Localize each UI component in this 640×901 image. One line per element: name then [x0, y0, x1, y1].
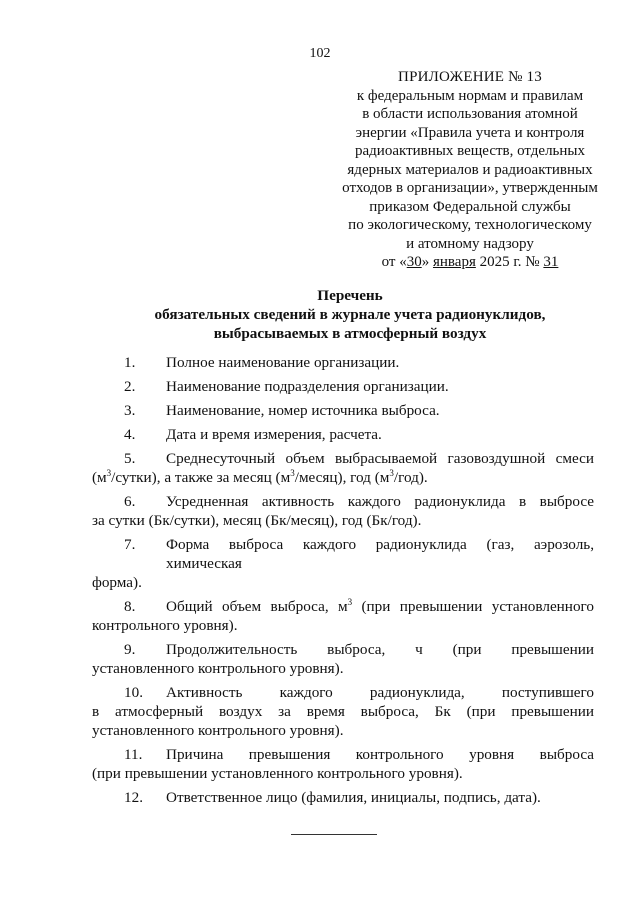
appendix-line: к федеральным нормам и правилам: [356, 87, 584, 104]
items-list: [92, 353, 594, 807]
item-number: 11.: [124, 746, 143, 763]
item-text: Усредненная активность каждого радионуклида в выбросе: [166, 493, 594, 510]
appendix-line: приказом Федеральной службы: [369, 198, 571, 215]
item-number: 5.: [124, 450, 136, 467]
heading-line: Перечень: [317, 287, 383, 304]
item-number: 2.: [124, 378, 136, 395]
appendix-order-number: 31: [543, 254, 559, 270]
item-number: 10.: [124, 684, 143, 701]
list-item: [92, 492, 594, 530]
list-item: [92, 597, 594, 635]
item-text-continued: за сутки (Бк/сутки), месяц (Бк/месяц), год (Бк/год).: [92, 512, 422, 529]
item-number: 6.: [124, 493, 136, 510]
list-item: [92, 425, 594, 444]
item-text: Активность каждого радионуклида, поступившего: [166, 684, 594, 701]
appendix-date: от «30» января 2025 г. № 31: [381, 254, 559, 270]
item-number: 12.: [124, 789, 143, 806]
list-item: [92, 449, 594, 487]
heading-line: выбрасываемых в атмосферный воздух: [213, 325, 487, 342]
item-number: 3.: [124, 402, 136, 419]
item-number: 7.: [124, 536, 136, 553]
item-text-continued: контрольного уровня).: [92, 617, 238, 634]
appendix-line: отходов в организации», утвержденным: [342, 180, 598, 196]
appendix-line: в области использования атомной: [362, 106, 578, 122]
list-item: [92, 401, 594, 420]
appendix-line: ядерных материалов и радиоактивных: [347, 161, 593, 178]
item-number: 4.: [124, 426, 136, 443]
document-heading: [90, 286, 610, 343]
item-text-continued: установленного контрольного уровня).: [92, 722, 344, 739]
list-item: [92, 788, 594, 807]
item-text: Продолжительность выброса, ч (при превышении: [166, 641, 594, 658]
item-text-continued: в атмосферный воздух за время выброса, Бк (при превышении: [92, 703, 594, 720]
item-text: Полное наименование организации.: [166, 354, 400, 371]
item-text: Наименование подразделения организации.: [166, 378, 449, 395]
appendix-block: [325, 68, 615, 272]
item-text: Дата и время измерения, расчета.: [166, 426, 382, 443]
item-text-continued: (при превышении установленного контрольного уровня).: [92, 765, 463, 782]
appendix-date-day: 30: [406, 254, 422, 270]
appendix-line: энергии «Правила учета и контроля: [355, 124, 585, 141]
item-text-continued: установленного контрольного уровня).: [92, 660, 344, 677]
list-item: [92, 745, 594, 783]
list-item: [92, 353, 594, 372]
item-text: Форма выброса каждого радионуклида (газ, аэрозоль, химическая: [166, 536, 594, 572]
heading-line: обязательных сведений в журнале учета радионуклидов,: [154, 306, 546, 323]
appendix-line: радиоактивных веществ, отдельных: [355, 143, 585, 159]
item-text-continued: форма).: [92, 574, 142, 591]
item-text: Общий объем выброса, $м^3$ (при превышении установленного: [166, 596, 594, 615]
appendix-date-month: января: [432, 254, 476, 270]
item-text: Среднесуточный объем выбрасываемой газовоздушной смеси: [166, 450, 594, 467]
appendix-title: ПРИЛОЖЕНИЕ № 13: [398, 69, 542, 85]
item-number: 8.: [124, 598, 136, 615]
list-item: [92, 535, 594, 592]
item-text: Причина превышения контрольного уровня выброса: [166, 746, 594, 763]
closing-rule: [291, 834, 377, 835]
item-number: 9.: [124, 641, 136, 658]
list-item: [92, 640, 594, 678]
item-text-continued: $(м^3/сутки)$, а также за месяц $(м^3/месяц)$, год $(м^3/год)$.: [92, 467, 428, 486]
item-number: 1.: [124, 354, 136, 371]
item-text: Ответственное лицо (фамилия, инициалы, подпись, дата).: [166, 789, 541, 806]
appendix-line: по экологическому, технологическому: [348, 217, 592, 233]
appendix-line: и атомному надзору: [406, 235, 534, 252]
list-item: [92, 683, 594, 740]
list-item: [92, 377, 594, 396]
item-text: Наименование, номер источника выброса.: [166, 402, 440, 419]
page-number: 102: [309, 46, 331, 61]
